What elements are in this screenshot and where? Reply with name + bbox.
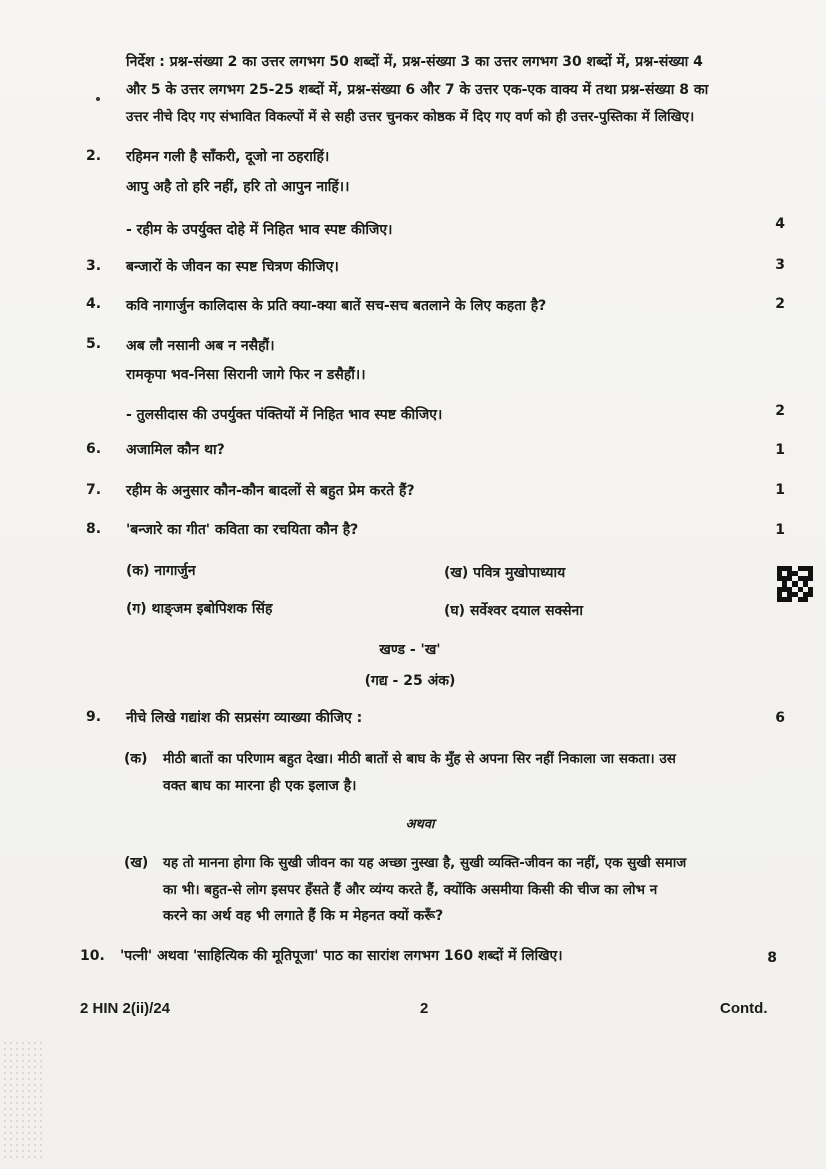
marks: 8 [767,950,777,966]
question-number: 7. [86,482,102,498]
question-number: 6. [86,441,102,457]
or-divider: अथवा [405,817,435,832]
question-text: कवि नागार्जुन कालिदास के प्रति क्या-क्या बातें सच-सच बतलाने के लिए कहता है? [126,298,547,314]
question-text: 'बन्जारे का गीत' कविता का रचयिता कौन है? [126,522,359,538]
marks: 3 [775,257,785,273]
question-text: आपु अहै तो हरि नहीं, हरि तो आपुन नाहिं।। [126,179,350,195]
option-b: (ख) पवित्र मुखोपाध्याय [444,565,566,581]
question-text: रहिमन गली है साँकरी, दूजो ना ठहराहिं। [126,149,330,165]
question-prompt: - तुलसीदास की उपर्युक्त पंक्तियों में निहित भाव स्पष्ट कीजिए। [126,407,443,423]
passage-b-line: यह तो मानना होगा कि सुखी जीवन का यह अच्छा नुस्खा है, सुखी व्यक्ति-जीवन का नहीं, एक सुखी समाज [163,855,687,871]
question-number: 9. [86,709,102,725]
continued-label: Contd. [720,1000,768,1017]
passage-b-line: करने का अर्थ वह भी लगाते हैं कि म मेहनत क्यों करूँ? [163,908,444,924]
marks: 1 [775,442,785,458]
marks: 2 [775,403,785,419]
scan-noise [2,1040,42,1160]
question-number: 8. [86,521,102,537]
option-c: (ग) थाङ्जम इबोपिशक सिंह [126,601,273,617]
passage-b-label: (ख) [124,855,149,871]
option-a: (क) नागार्जुन [126,563,196,579]
question-text: बन्जारों के जीवन का स्पष्ट चित्रण कीजिए। [126,259,339,275]
paper-code: 2 HIN 2(ii)/24 [80,1000,171,1017]
marks: 4 [775,216,785,232]
question-number: 4. [86,296,102,312]
question-number: 10. [80,948,105,964]
instruction-line-2: और 5 के उत्तर लगभग 25-25 शब्दों में, प्रश्न-संख्या 6 और 7 के उत्तर एक-एक वाक्य में तथा प्रश्न-संख्या 8 का [126,82,709,98]
marks: 2 [775,296,785,312]
question-text: रहीम के अनुसार कौन-कौन बादलों से बहुत प्रेम करते हैं? [126,483,415,499]
passage-a-line: मीठी बातों का परिणाम बहुत देखा। मीठी बातों से बाघ के मुँह से अपना सिर नहीं निकाला जा सकता। उस [163,751,676,767]
question-text: अजामिल कौन था? [126,442,225,458]
question-text: नीचे लिखे गद्यांश की सप्रसंग व्याख्या कीजिए : [126,710,363,726]
qr-code-icon [777,566,813,602]
section-subtitle: (गद्य - 25 अंक) [364,673,456,689]
marks: 6 [775,710,785,726]
instruction-line-3: उत्तर नीचे दिए गए संभावित विकल्पों में से सही उत्तर चुनकर कोष्ठक में दिए गए वर्ण को ही उत्तर-पुस्तिका में लिखिए। [126,109,695,125]
marks: 1 [775,482,785,498]
instruction-line-1: निर्देश : प्रश्न-संख्या 2 का उत्तर लगभग 50 शब्दों में, प्रश्न-संख्या 3 का उत्तर लगभग 30 शब्दों में, प्रश्न-संख्या 4 [126,54,703,70]
question-number: 3. [86,258,102,274]
question-text: रामकृपा भव-निसा सिरानी जागे फिर न डसैहौं।। [126,367,366,383]
question-text: 'पत्नी' अथवा 'साहित्यिक की मूतिपूजा' पाठ का सारांश लगभग 160 शब्दों में लिखिए। [120,948,563,964]
section-title: खण्ड - 'ख' [379,642,441,658]
question-prompt: - रहीम के उपर्युक्त दोहे में निहित भाव स्पष्ट कीजिए। [126,222,393,238]
question-text: अब लौ नसानी अब न नसैहौं। [126,338,275,354]
passage-a-line: वक्त बाघ का मारना ही एक इलाज है। [163,778,357,794]
page-number: 2 [420,1000,429,1017]
marks: 1 [775,522,785,538]
question-number: 2. [86,148,102,164]
passage-a-label: (क) [124,751,148,767]
passage-b-line: का भी। बहुत-से लोग इसपर हँसते हैं और व्यंग्य करते हैं, क्योंकि असमीया किसी की चीज का लोभ न [163,882,658,898]
bullet-dot [96,97,100,101]
question-number: 5. [86,336,102,352]
option-d: (घ) सर्वेश्वर दयाल सक्सेना [444,603,583,619]
